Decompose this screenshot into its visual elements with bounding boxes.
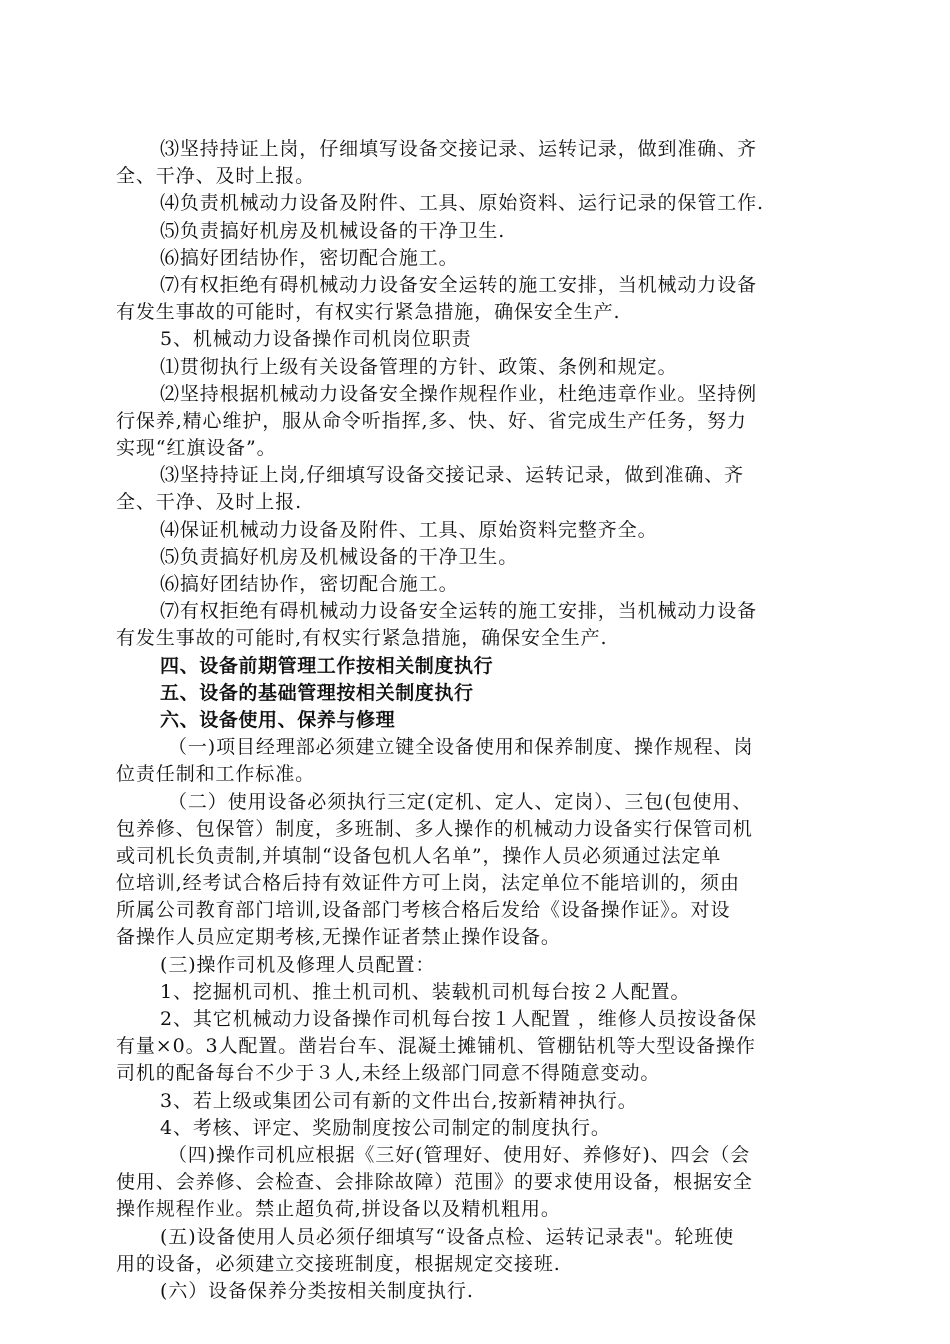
text-line: （四)操作司机应根据《三好(管理好、使用好、养修好)、四会（会 — [168, 1143, 751, 1166]
text-line: 位培训,经考试合格后持有效证件方可上岗，法定单位不能培训的，须由 — [116, 872, 740, 895]
section-heading: 六、设备使用、保养与修理 — [160, 708, 396, 731]
text-line: 有发生事故的可能时，有权实行紧急措施，确保安全生产. — [116, 301, 621, 324]
text-line: 全、干净、及时上报. — [116, 491, 303, 514]
text-line: ⑷负责机械动力设备及附件、工具、原始资料、运行记录的保管工作. — [160, 192, 764, 215]
text-line: 或司机长负责制,并填制“设备包机人名单”，操作人员必须通过法定单 — [116, 844, 722, 867]
text-line: (六）设备保养分类按相关制度执行. — [160, 1279, 474, 1302]
text-line: 1、挖掘机司机、推土机司机、装载机司机每台按２人配置。 — [160, 980, 691, 1003]
text-line: ⑺有权拒绝有碍机械动力设备安全运转的施工安排，当机械动力设备 — [160, 273, 758, 296]
text-line: ⑶坚持持证上岗,仔细填写设备交接记录、运转记录，做到准确、齐 — [160, 464, 745, 487]
text-line: 用的设备，必须建立交接班制度，根据规定交接班. — [116, 1252, 561, 1275]
text-line: 4、考核、评定、奖励制度按公司制定的制度执行。 — [160, 1116, 611, 1139]
text-line: ⑵坚持根据机械动力设备安全操作规程作业，杜绝违章作业。坚持例 — [160, 382, 758, 405]
text-line: ⑷保证机械动力设备及附件、工具、原始资料完整齐全。 — [160, 518, 658, 541]
text-line: ⑹搞好团结协作，密切配合施工。 — [160, 573, 459, 595]
text-line: 位责任制和工作标准。 — [116, 763, 316, 786]
text-line: ⑺有权拒绝有碍机械动力设备安全运转的施工安排，当机械动力设备 — [160, 600, 758, 623]
text-line: (三)操作司机及修理人员配置： — [160, 953, 436, 976]
text-line: ⑹搞好团结协作，密切配合施工。 — [160, 246, 459, 269]
text-line: （一)项目经理部必须建立键全设备使用和保养制度、操作规程、岗 — [168, 736, 754, 759]
text-line: 全、干净、及时上报。 — [116, 165, 316, 188]
text-line: 2、其它机械动力设备操作司机每台按１人配置 ，维修人员按设备保 — [160, 1008, 758, 1030]
text-line: 3、若上级或集团公司有新的文件出台,按新精神执行。 — [160, 1089, 638, 1112]
section-heading: 五、设备的基础管理按相关制度执行 — [160, 681, 474, 704]
text-line: 有发生事故的可能时,有权实行紧急措施，确保安全生产. — [116, 627, 608, 650]
text-line: 操作规程作业。禁止超负荷,拼设备以及精机粗用。 — [116, 1198, 561, 1221]
text-line: 5、机械动力设备操作司机岗位职责 — [160, 328, 472, 351]
text-line: ⑴贯彻执行上级有关设备管理的方针、政策、条例和规定。 — [160, 355, 678, 378]
text-line: 备操作人员应定期考核,无操作证者禁止操作设备。 — [116, 926, 561, 949]
document-body — [116, 136, 840, 1305]
text-line: 行保养,精心维护，服从命令听指挥,多、快、好、省完成生产任务，努力 — [116, 409, 747, 432]
text-line: 司机的配备每台不少于３人,未经上级部门同意不得随意变动。 — [116, 1062, 661, 1085]
text-line: 包养修、包保管）制度，多班制、多人操作的机械动力设备实行保管司机 — [116, 817, 753, 840]
text-line: ⑸负责搞好机房及机械设备的干净卫生. — [160, 219, 506, 242]
text-line: 有量×0。3人配置。凿岩台车、混凝土摊铺机、管棚钻机等大型设备操作 — [116, 1035, 756, 1058]
text-line: 所属公司教育部门培训,设备部门考核合格后发给《设备操作证》。对设 — [116, 899, 731, 922]
text-line: (五)设备使用人员必须仔细填写“设备点检、运转记录表"。轮班使 — [160, 1225, 735, 1248]
text-line: 使用、会养修、会检查、会排除故障）范围》的要求使用设备，根据安全 — [116, 1171, 753, 1194]
section-heading: 四、设备前期管理工作按相关制度执行 — [160, 654, 494, 677]
text-line: （二）使用设备必须执行三定(定机、定人、定岗）、三包(包使用、 — [168, 790, 753, 813]
text-line: ⑸负责搞好机房及机械设备的干净卫生。 — [160, 545, 519, 568]
text-line: ⑶坚持持证上岗，仔细填写设备交接记录、运转记录，做到准确、齐 — [160, 138, 758, 160]
text-line: 实现“红旗设备”。 — [116, 437, 277, 460]
